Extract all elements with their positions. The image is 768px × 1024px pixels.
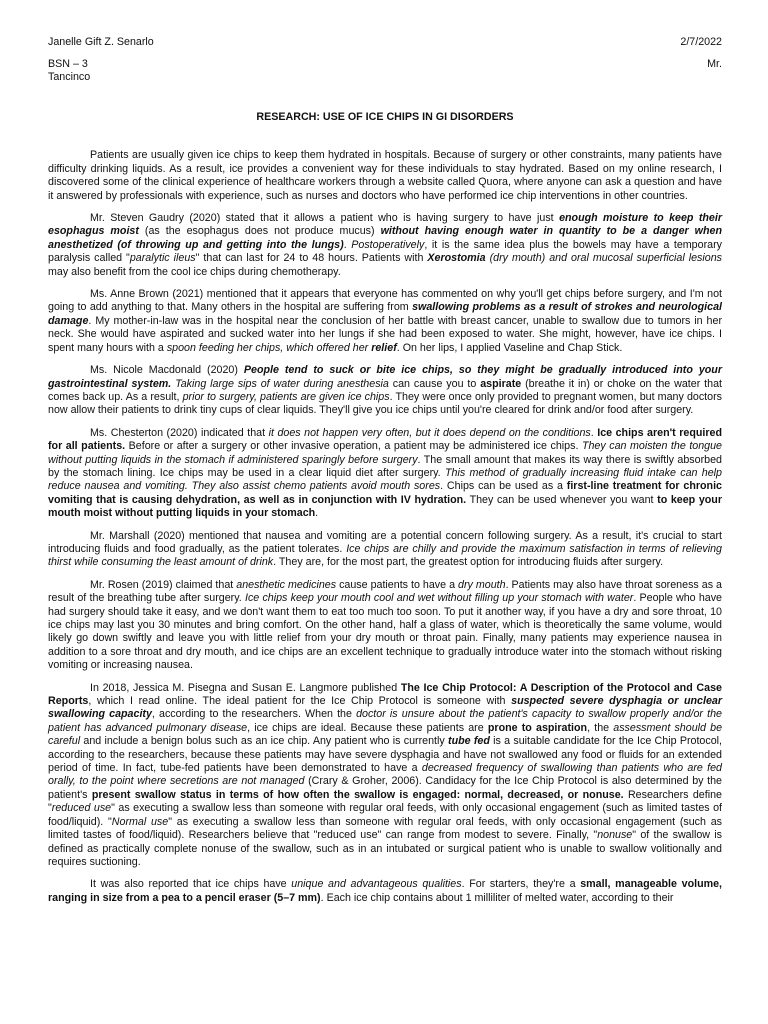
text-run: Mr. Marshall (2020) mentioned that nausea and vomiting are a potential concern following surgery. As a result, it's crucial to start introducing fluids and food gradually, as the patient tolerates. bbox=[48, 529, 722, 555]
text-run: Xerostomia bbox=[427, 252, 486, 265]
text-run: Ice chips are chilly and provide the maximum satisfaction in terms of relieving thirst while consuming the least amount of drink bbox=[48, 542, 722, 569]
document-title: RESEARCH: USE OF ICE CHIPS IN GI DISORDERS bbox=[256, 111, 514, 123]
text-run: . They were once only provided to pregnant women, but many doctors now allow their patients to drink tiny cups of clear liquids. They'll give you ice chips until you're cleared for drink and/or food after surgery. bbox=[48, 390, 722, 417]
text-run: They can moisten the tongue without putting liquids in the stomach if administered sparingly before surgery bbox=[48, 440, 723, 466]
text-run: Ms. Anne Brown (2021) mentioned that it appears that everyone has commented on why you'll get chips before surgery, and I'm not going to add anything to that. Many others in the hospital are suffering from bbox=[48, 288, 722, 314]
text-run: (Crary & Groher, 2006). Candidacy for the Ice Chip Protocol is also determined by the patient's bbox=[48, 775, 722, 801]
header-line-1 bbox=[48, 36, 722, 49]
header-line-2 bbox=[48, 58, 722, 71]
document-body bbox=[48, 149, 722, 905]
text-run: prone to aspiration bbox=[487, 721, 588, 734]
text-run: . Patients may also have throat soreness as a result of the breathing tube after surgery. bbox=[48, 578, 722, 605]
text-run: . On her lips, I applied Vaseline and Chap Stick. bbox=[396, 341, 623, 354]
text-run: to keep your mouth moist without putting liquids in your stomach bbox=[48, 493, 722, 520]
text-run: " that can last for 24 to 48 hours. Patients with bbox=[195, 252, 428, 265]
text-run: . People who have had surgery should take it easy, and we don't want them to eat too much too soon. To put it another way, if you have a dry and sore throat, 10 ice chips may last you 30 minutes and bring comfort. On the other hand, half a glass of water, which is theoretically the same volume, would likely go down swiftly and leave you with little relief from your dry mouth or throat pain. Finally, many patients may experience nausea in addition to a sore throat and dry mouth, and ice chips are an excellent technique to gradually introduce water into the stomach without risking vomiting or increasing nausea. bbox=[48, 592, 722, 672]
document-date: 2/7/2022 bbox=[680, 36, 722, 48]
text-run: can cause you to bbox=[388, 377, 481, 390]
body-paragraph bbox=[48, 530, 722, 570]
text-run: . Each ice chip contains about 1 milliliter of melted water, according to their bbox=[320, 891, 674, 904]
body-paragraph bbox=[48, 579, 722, 673]
text-run: reduced use bbox=[51, 802, 112, 815]
body-paragraph bbox=[48, 364, 722, 418]
text-run: . bbox=[590, 426, 598, 439]
text-run: The Ice Chip Protocol: A Description of the Protocol and Case Reports bbox=[48, 681, 722, 708]
text-run: , according to the researchers. When the bbox=[151, 708, 357, 721]
text-run: tube fed bbox=[448, 735, 490, 748]
text-run: People tend to suck or bite ice chips, so they might be gradually introduced into your gastrointestinal system. bbox=[48, 364, 722, 390]
author-name: Janelle Gift Z. Senarlo bbox=[48, 36, 154, 48]
text-run: it does not happen very often, but it does depend on the conditions bbox=[268, 426, 591, 439]
text-run: . Chips can be used as a bbox=[440, 480, 567, 493]
text-run: Mr. Rosen (2019) claimed that bbox=[90, 578, 237, 591]
text-run: relief bbox=[371, 341, 397, 354]
instructor-name: Tancinco bbox=[48, 71, 91, 83]
text-run: " as executing a swallow less than someone with regular oral feeds, with only occasional engagement (such as limited tastes of food/liquid). " bbox=[48, 802, 722, 828]
body-paragraph bbox=[48, 427, 722, 521]
text-run: . bbox=[343, 238, 352, 251]
text-run: (dry mouth) and oral mucosal superficial lesions bbox=[489, 252, 722, 265]
text-run: is a suitable candidate for the Ice Chip Protocol, according to the researchers, because these patients may have severe dysphagia and have not swallowed any food or fluids for an extended period of time. In fact, tube-fed patients have been demonstrated to have a bbox=[48, 735, 722, 775]
header-line-3 bbox=[48, 71, 722, 84]
text-run: Taking large sips of water during anesthesia bbox=[175, 377, 389, 390]
text-run: Patients are usually given ice chips to keep them hydrated in hospitals. Because of surgery or other constraints, many patients have difficulty drinking liquids. As a result, ice provides a convenient way for these individuals to stay hydrated. Based on my online research, I discovered some of the clinical experience of healthcare workers through a website called Quora, where anyone can ask a question and have it answered by professionals with experience, such as nurses and doctors who have performed ice chip interventions in other countries. bbox=[48, 149, 722, 202]
text-run: Postoperatively bbox=[351, 238, 425, 251]
student-section: BSN – 3 bbox=[48, 58, 88, 70]
text-run: unique and advantageous qualities bbox=[291, 878, 462, 891]
text-run: (breathe it in) or choke on the water that comes back up. As a result, bbox=[48, 377, 722, 403]
text-run: Ms. Chesterton (2020) indicated that bbox=[90, 426, 269, 439]
text-run: Ms. Nicole Macdonald (2020) bbox=[90, 364, 244, 377]
text-run: Researchers define " bbox=[48, 788, 722, 815]
text-run: Before or after a surgery or other invasive operation, a patient may be administered ice chips. bbox=[125, 440, 582, 453]
text-run: " as executing a swallow less than someone with regular oral feeds, with only occasional engagement (such as limited tastes of food/liquid). Researchers believe that "reduced use" can range from modest to severe. Finally, " bbox=[48, 815, 722, 842]
text-run: Ice chips aren't required for all patients. bbox=[48, 426, 723, 453]
text-run: suspected severe dysphagia or unclear swallowing capacity bbox=[48, 695, 723, 721]
text-run: Normal use bbox=[111, 815, 169, 828]
text-run: . For starters, they're a bbox=[461, 878, 581, 891]
text-run: dry mouth bbox=[458, 578, 506, 591]
text-run: , the bbox=[587, 721, 614, 734]
text-run: This method of gradually increasing fluid intake can help reduce nausea and vomiting. They also assist chemo patients avoid mouth sores bbox=[48, 466, 723, 493]
text-run: Mr. Steven Gaudry (2020) stated that it allows a patient who is having surgery to have just bbox=[90, 212, 560, 225]
body-paragraph bbox=[48, 682, 722, 870]
text-run: paralytic ileus bbox=[129, 252, 196, 265]
text-run: In 2018, Jessica M. Pisegna and Susan E. Langmore published bbox=[90, 681, 401, 694]
text-run: small, manageable volume, ranging in size from a pea to a pencil eraser (5–7 mm) bbox=[48, 878, 723, 904]
text-run: , it is the same idea plus the bowels may have a temporary paralysis called " bbox=[48, 238, 722, 265]
text-run: , ice chips are ideal. Because these patients are bbox=[247, 721, 488, 734]
text-run: present swallow status in terms of how often the swallow is engaged: normal, decreased, or nonuse. bbox=[91, 788, 624, 801]
text-run: , which I read online. The ideal patient for the Ice Chip Protocol is someone with bbox=[88, 695, 512, 708]
text-run: swallowing problems as a result of strokes and neurological damage bbox=[48, 301, 722, 327]
body-paragraph bbox=[48, 288, 722, 355]
text-run: " of the swallow is defined as practically complete nonuse of the swallow, such as in an intubated or surgical patient who is unable to swallow volitionally and requires suctioning. bbox=[48, 829, 722, 868]
text-run: doctor is unsure about the patient's capacity to swallow properly and/or the patient has advanced pulmonary disease bbox=[48, 708, 722, 734]
document-page bbox=[48, 36, 722, 914]
text-run: . The small amount that makes its way there is swiftly absorbed by the stomach lining. Ice chips may be used in a clear liquid diet after surgery. bbox=[48, 453, 722, 479]
text-run: . They are, for the most part, the greatest option for introducing fluids after surgery. bbox=[273, 556, 664, 569]
text-run: spoon feeding her chips, which offered her bbox=[166, 341, 372, 354]
text-run: and include a benign bolus such as an ice chip. Any patient who is currently bbox=[80, 735, 449, 748]
text-run: They can be used whenever you want bbox=[466, 493, 658, 506]
text-run: It was also reported that ice chips have bbox=[90, 878, 292, 891]
text-run: . My mother-in-law was in the hospital near the conclusion of her battle with breast cancer, unable to swallow due to tumors in her neck. She would have aspirated and sucked water into her lungs if she had been exposed to water. She might, however, have ice chips. I spent many hours with a bbox=[48, 314, 722, 354]
text-run: nonuse bbox=[597, 829, 633, 842]
text-run: . bbox=[315, 507, 319, 520]
text-run: without having enough water in quantity to be a danger when anesthetized (of throwing up and getting into the lungs) bbox=[48, 225, 722, 251]
text-run: aspirate bbox=[480, 377, 522, 390]
body-paragraph bbox=[48, 149, 722, 203]
text-run: prior to surgery, patients are given ice chips bbox=[182, 390, 390, 403]
body-paragraph bbox=[48, 212, 722, 279]
text-run: assessment should be careful bbox=[48, 721, 723, 748]
text-run: (as the esophagus does not produce mucus) bbox=[138, 225, 381, 238]
text-run: first-line treatment for chronic vomiting that is causing dehydration, as well as in conjunction with IV hydration. bbox=[48, 480, 722, 506]
text-run: cause patients to have a bbox=[336, 578, 459, 591]
instructor-prefix: Mr. bbox=[707, 58, 722, 70]
text-run: may also benefit from the cool ice chips during chemotherapy. bbox=[48, 265, 341, 278]
text-run: enough moisture to keep their esophagus moist bbox=[48, 212, 722, 238]
body-paragraph bbox=[48, 878, 722, 905]
text-run: anesthetic medicines bbox=[236, 578, 337, 591]
text-run: Ice chips keep your mouth cool and wet without filling up your stomach with water bbox=[244, 592, 634, 605]
text-run: decreased frequency of swallowing than patients who are fed orally, to the point where secretions are not managed bbox=[48, 762, 722, 788]
